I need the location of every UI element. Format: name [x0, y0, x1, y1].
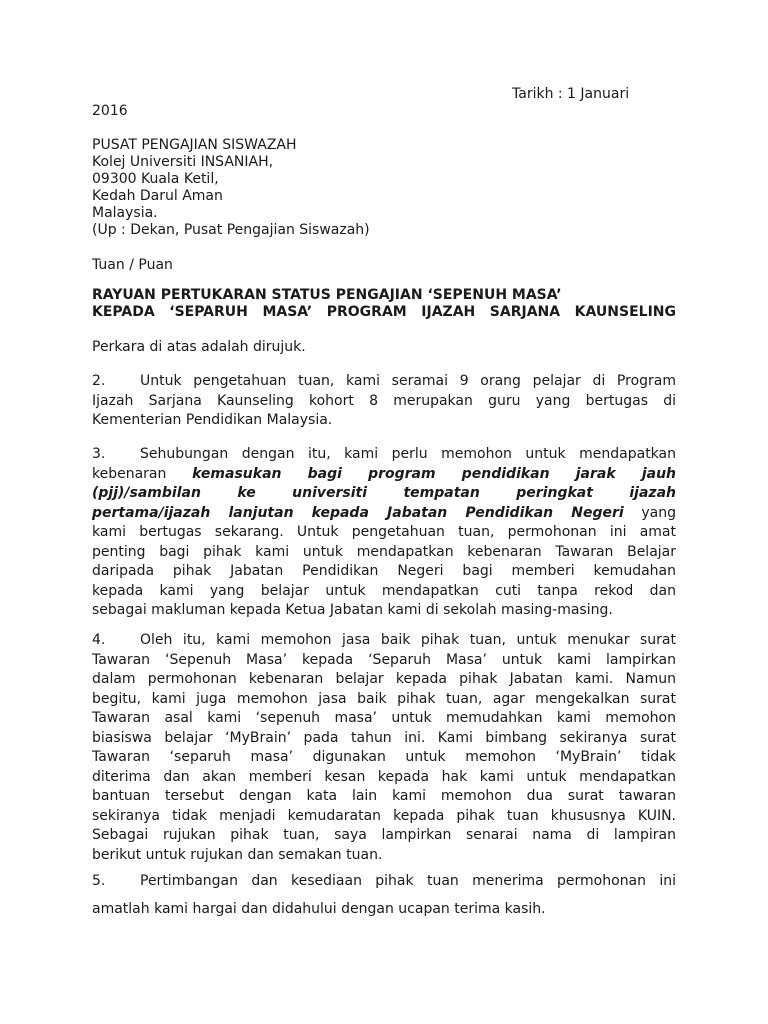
recipient-address	[92, 137, 676, 239]
paragraph-line	[92, 445, 676, 465]
paragraph-text: kepada kami yang belajar untuk mendapatkan cuti tanpa rekod dan	[92, 582, 676, 599]
paragraph-line	[92, 768, 676, 788]
reference-text: Perkara di atas adalah dirujuk.	[92, 339, 306, 355]
paragraph-line	[92, 465, 676, 485]
address-line: PUSAT PENGAJIAN SISWAZAH	[92, 137, 297, 153]
paragraph-line	[92, 601, 676, 621]
letter-date-year: 2016	[92, 103, 128, 119]
paragraph-text: penting bagi pihak kami untuk mendapatkan kebenaran Tawaran Belajar	[92, 543, 676, 560]
paragraph-line	[92, 690, 676, 710]
paragraph-text: begitu, kami juga memohon jasa baik pihak tuan, agar mengekalkan surat	[92, 690, 676, 707]
paragraph-text: diterima dan akan memberi kesan kepada hak kami untuk mendapatkan	[92, 768, 676, 785]
paragraph-line	[92, 748, 676, 768]
reference-line	[92, 338, 676, 358]
emphasized-text: (pjj)/sambilan ke universiti tempatan peringkat ijazah	[92, 485, 676, 501]
paragraph-line	[92, 826, 676, 846]
paragraph-text: Ijazah Sarjana Kaunseling kohort 8 merupakan guru yang bertugas di	[92, 392, 676, 409]
paragraph-2	[92, 372, 676, 431]
paragraph-text: Tawaran ‘separuh masa’ digunakan untuk memohon ‘MyBrain’ tidak	[92, 749, 676, 765]
paragraph-text: kami bertugas sekarang. Untuk pengetahuan tuan, permohonan ini amat	[92, 524, 676, 540]
paragraph-text: Sebagai rujukan pihak tuan, saya lampirkan senarai nama di lampiran	[92, 827, 676, 843]
paragraph-text: biasiswa belajar ‘MyBrain’ pada tahun ini. Kami bimbang sekiranya surat	[92, 729, 676, 746]
subject-line: KEPADA ‘SEPARUH MASA’ PROGRAM IJAZAH SARJANA KAUNSELING	[92, 304, 676, 320]
paragraph-text: Tawaran asal kami ‘sepenuh masa’ untuk memudahkan kami memohon	[92, 710, 676, 726]
subject-line: RAYUAN PERTUKARAN STATUS PENGAJIAN ‘SEPENUH MASA’	[92, 287, 562, 303]
paragraph-text: berikut untuk rujukan dan semakan tuan.	[92, 846, 383, 863]
paragraph-text: amatlah kami hargai dan didahului dengan ucapan terima kasih.	[92, 900, 546, 917]
paragraph-text: Sehubungan dengan itu, kami perlu memohon untuk mendapatkan	[140, 446, 676, 462]
address-line: (Up : Dekan, Pusat Pengajian Siswazah)	[92, 222, 370, 238]
paragraph-text: sekiranya tidak menjadi kemudaratan kepada pihak tuan khususnya KUIN.	[92, 807, 676, 824]
paragraph-line	[92, 562, 676, 582]
paragraph-line	[92, 411, 676, 431]
paragraph-line	[92, 523, 676, 543]
paragraph-line	[92, 807, 676, 827]
paragraph-5	[92, 868, 676, 923]
paragraph-line	[92, 543, 676, 563]
paragraph-text: Oleh itu, kami memohon jasa baik pihak tuan, untuk menukar surat	[140, 632, 676, 648]
paragraph-line	[92, 709, 676, 729]
paragraph-text: Untuk pengetahuan tuan, kami seramai 9 orang pelajar di Program	[140, 373, 676, 389]
paragraph-line	[92, 896, 676, 924]
paragraph-text: dalam permohonan kebenaran belajar kepada pihak Jabatan kami. Namun	[92, 671, 676, 687]
paragraph-line	[92, 729, 676, 749]
address-line: 09300 Kuala Ketil,	[92, 171, 219, 187]
paragraph-line	[92, 651, 676, 671]
paragraph-text: bantuan tersebut dengan kata lain kami memohon dua surat tawaran	[92, 788, 676, 804]
paragraph-line	[92, 670, 676, 690]
paragraph-text: daripada pihak Jabatan Pendidikan Negeri bagi memberi kemudahan	[92, 563, 676, 579]
paragraph-text: Tawaran ‘Sepenuh Masa’ kepada ‘Separuh Masa’ untuk kami lampirkan	[92, 651, 676, 668]
paragraph-number: 5.	[92, 873, 106, 889]
letter-date: Tarikh : 1 Januari	[512, 86, 630, 102]
paragraph-line	[92, 582, 676, 602]
salutation-text: Tuan / Puan	[92, 257, 173, 273]
paragraph-line	[92, 484, 676, 504]
paragraph-line	[92, 868, 676, 896]
salutation	[92, 256, 676, 276]
emphasized-text: kemasukan bagi program pendidikan jarak jauh	[192, 465, 676, 482]
paragraph-line	[92, 787, 676, 807]
paragraph-text: Kementerian Pendidikan Malaysia.	[92, 412, 333, 428]
address-line: Kolej Universiti INSANIAH,	[92, 154, 274, 170]
paragraph-line	[92, 846, 676, 866]
paragraph-line	[92, 392, 676, 412]
address-line: Kedah Darul Aman	[92, 188, 223, 204]
paragraph-number: 2.	[92, 373, 106, 389]
paragraph-text: sebagai makluman kepada Ketua Jabatan kami di sekolah masing-masing.	[92, 602, 613, 618]
paragraph-4	[92, 631, 676, 865]
paragraph-text: Pertimbangan dan kesediaan pihak tuan menerima permohonan ini	[140, 873, 676, 889]
paragraph-number: 4.	[92, 632, 106, 648]
paragraph-line	[92, 631, 676, 651]
paragraph-line	[92, 504, 676, 524]
paragraph-line	[92, 372, 676, 392]
paragraph-3	[92, 445, 676, 621]
letter-subject	[92, 287, 676, 321]
paragraph-text: kebenaran	[92, 465, 193, 482]
paragraph-text: yang	[623, 504, 677, 521]
address-line: Malaysia.	[92, 205, 158, 221]
paragraph-number: 3.	[92, 446, 106, 462]
emphasized-text: pertama/ijazah lanjutan kepada Jabatan Pendidikan Negeri	[92, 504, 624, 521]
